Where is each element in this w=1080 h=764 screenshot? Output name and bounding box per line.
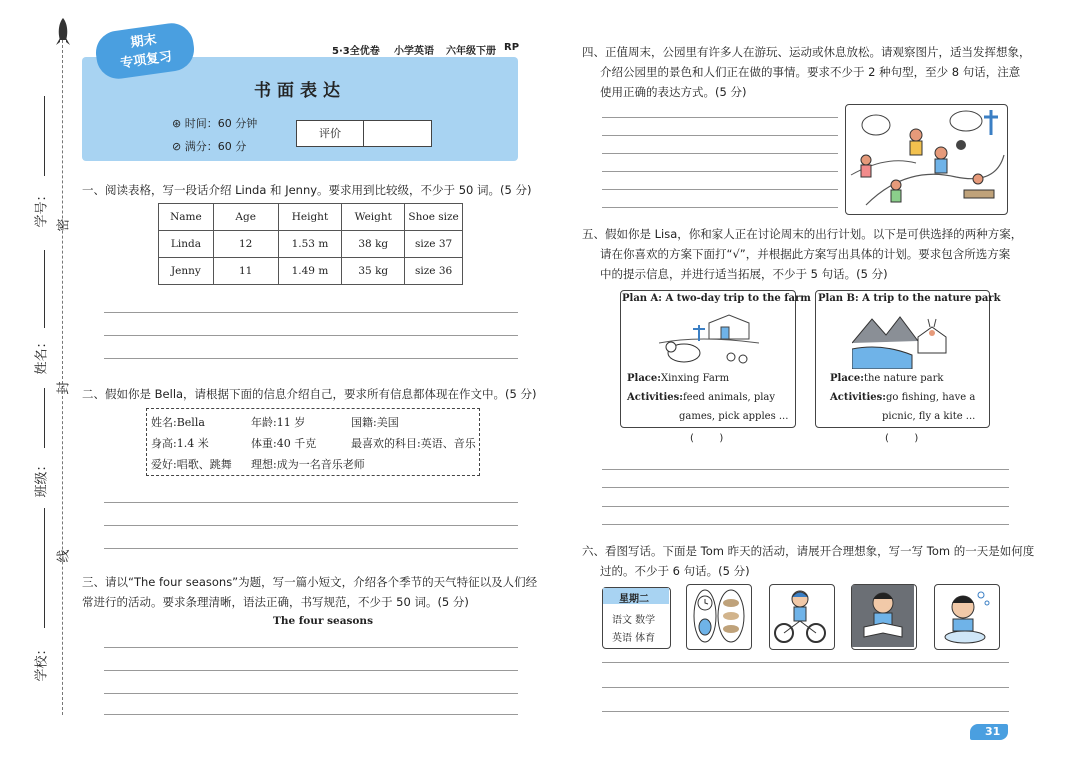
review-badge: 期末 专项复习: [93, 20, 197, 81]
evaluation-box: [296, 120, 432, 147]
table-cell: 1.49 m: [278, 258, 342, 285]
day-label: 星期二: [619, 594, 649, 605]
table-cell: 11: [213, 258, 278, 285]
q6-prompt-line2: 过的。不少于 6 句话。(5 分): [600, 564, 750, 578]
subjects-line2: 英语 体育: [612, 633, 656, 644]
table-header-row: [159, 204, 463, 231]
table-row: [159, 258, 463, 285]
washing-picture: [934, 584, 1000, 650]
q4-writing-line[interactable]: [602, 207, 838, 208]
bella-info-box: [146, 408, 480, 476]
q3-prompt-line2: 常进行的活动。要求条理清晰，语法正确，书写规范，不少于 50 词。(5 分): [82, 595, 469, 609]
plan-a-card: [620, 290, 811, 428]
check-circle-icon: ⊘: [172, 140, 185, 153]
name-line[interactable]: [44, 250, 45, 328]
q4-writing-line[interactable]: [602, 117, 838, 118]
table-header-cell: Weight: [342, 204, 405, 231]
bella-nationality: 国籍:美国: [351, 416, 399, 429]
plan-a-activities-cont: games, pick apples ...: [679, 411, 789, 422]
q5-writing-line[interactable]: [602, 469, 1009, 470]
plan-b-activities: Activities:go fishing, have a: [830, 392, 976, 403]
table-cell: 38 kg: [342, 231, 405, 258]
timetable-card: [602, 587, 671, 649]
evaluation-field[interactable]: [364, 121, 431, 146]
q2-writing-line[interactable]: [104, 548, 518, 549]
q1-writing-line[interactable]: [104, 312, 518, 313]
evaluation-label: 评价: [297, 121, 364, 146]
class-line[interactable]: [44, 388, 45, 448]
school-label: 学校：: [34, 642, 50, 682]
student-number-line[interactable]: [44, 96, 45, 176]
q5-writing-line[interactable]: [602, 524, 1009, 525]
plan-b-activities-cont: picnic, fly a kite ...: [882, 411, 976, 422]
plan-a-activities: Activities:feed animals, play: [627, 392, 776, 403]
q4-prompt-line3: 使用正确的表达方式。(5 分): [600, 85, 747, 99]
table-header-cell: Shoe size: [405, 204, 463, 231]
table-header-cell: Height: [278, 204, 342, 231]
table-header-cell: Age: [213, 204, 278, 231]
q5-writing-line[interactable]: [602, 487, 1009, 488]
seal-label-mi: 密: [56, 218, 72, 232]
q3-writing-line[interactable]: [104, 670, 518, 671]
q4-writing-line[interactable]: [602, 189, 838, 190]
q1-writing-line[interactable]: [104, 358, 518, 359]
q6-writing-line[interactable]: [602, 687, 1009, 688]
breakfast-picture: [686, 584, 752, 650]
bella-height: 身高:1.4 米: [151, 437, 209, 450]
school-line[interactable]: [44, 508, 45, 628]
q5-prompt-line2: 请在你喜欢的方案下面打“√”，并根据此方案写出具体的计划。要求包含所选方案: [600, 247, 1011, 261]
table-cell: size 36: [405, 258, 463, 285]
class-label: 班级：: [34, 458, 50, 498]
student-number-label: 学号：: [34, 188, 50, 228]
plan-a-title: Plan A: A two-day trip to the farm: [622, 293, 811, 304]
table-cell: 1.53 m: [278, 231, 342, 258]
clock-icon: ⊛: [172, 117, 185, 130]
q3-prompt-line1: 三、请以“The four seasons”为题，写一篇小短文，介绍各个季节的天气特征以及人们经: [82, 575, 538, 589]
q3-writing-line[interactable]: [104, 714, 518, 715]
edition-label: RP: [504, 42, 520, 53]
table-cell: size 37: [405, 231, 463, 258]
q2-writing-line[interactable]: [104, 502, 518, 503]
table-row: [159, 231, 463, 258]
q5-prompt-line1: 五、假如你是 Lisa，你和家人正在讨论周末的出行计划。以下是可供选择的两种方案，: [582, 227, 1023, 241]
table-cell: Linda: [159, 231, 214, 258]
table-cell: Jenny: [159, 258, 214, 285]
bella-hobbies: 爱好:唱歌、跳舞: [151, 458, 232, 471]
subjects-line1: 语文 数学: [612, 615, 656, 626]
time-info: ⊛ 时间：60 分钟: [172, 117, 258, 130]
q4-writing-line[interactable]: [602, 135, 838, 136]
q1-table: [158, 203, 463, 285]
seal-label-feng: 封: [56, 381, 72, 395]
plan-b-card: [815, 290, 1001, 428]
table-cell: 35 kg: [342, 258, 405, 285]
bella-subjects: 最喜欢的科目:英语、音乐: [351, 437, 476, 450]
grade-label: 六年级下册: [446, 46, 496, 57]
q4-prompt-line1: 四、正值周末，公园里有许多人在游玩、运动或休息放松。请观察图片，适当发挥想象，: [582, 45, 1031, 59]
farm-illustration: [659, 313, 759, 372]
bella-age: 年龄:11 岁: [251, 416, 306, 429]
q4-prompt-line2: 介绍公园里的景色和人们正在做的事情。要求不少于 2 种句型，至少 8 句话，注意: [600, 65, 1021, 79]
nature-park-illustration: [852, 313, 952, 372]
q5-writing-line[interactable]: [602, 506, 1009, 507]
subject-label: 小学英语: [394, 46, 434, 57]
bella-name: 姓名:Bella: [151, 416, 205, 429]
bella-weight: 体重:40 千克: [251, 437, 317, 450]
reading-picture: [851, 584, 917, 650]
plan-b-place: Place:the nature park: [830, 373, 944, 384]
plan-a-checkbox[interactable]: ( ): [690, 433, 724, 444]
q1-prompt: 一、阅读表格，写一段话介绍 Linda 和 Jenny。要求用到比较级，不少于 50 词。(5 分): [82, 183, 532, 197]
q1-writing-line[interactable]: [104, 335, 518, 336]
cycling-picture: [769, 584, 835, 650]
q4-writing-line[interactable]: [602, 171, 838, 172]
score-info: ⊘ 满分：60 分: [172, 140, 247, 153]
table-cell: 12: [213, 231, 278, 258]
rocket-icon: [55, 18, 71, 52]
park-scene-illustration: [845, 104, 1008, 215]
name-label: 姓名：: [34, 335, 50, 375]
q6-writing-line[interactable]: [602, 711, 1009, 712]
q3-writing-line[interactable]: [104, 647, 518, 648]
seal-label-xian: 线: [56, 549, 72, 563]
series-label: 5·3全优卷: [332, 46, 380, 57]
q3-writing-line[interactable]: [104, 693, 518, 694]
q4-writing-line[interactable]: [602, 153, 838, 154]
plan-b-checkbox[interactable]: ( ): [885, 433, 919, 444]
essay-title: The four seasons: [273, 615, 373, 627]
page-number: 31: [985, 725, 1001, 738]
q5-prompt-line3: 中的提示信息，并进行适当拓展，不少于 5 句话。(5 分): [600, 267, 888, 281]
q2-prompt: 二、假如你是 Bella，请根据下面的信息介绍自己，要求所有信息都体现在作文中。(5 分): [82, 387, 537, 401]
plan-a-place: Place:Xinxing Farm: [627, 373, 730, 384]
bella-ideal: 理想:成为一名音乐老师: [251, 458, 365, 471]
q2-writing-line[interactable]: [104, 525, 518, 526]
q6-writing-line[interactable]: [602, 662, 1009, 663]
q6-prompt-line1: 六、看图写话。下面是 Tom 昨天的活动，请展开合理想象，写一写 Tom 的一天是如何度: [582, 544, 1035, 558]
page-title: 书面表达: [254, 81, 346, 101]
table-header-cell: Name: [159, 204, 214, 231]
plan-b-title: Plan B: A trip to the nature park: [818, 293, 1001, 304]
